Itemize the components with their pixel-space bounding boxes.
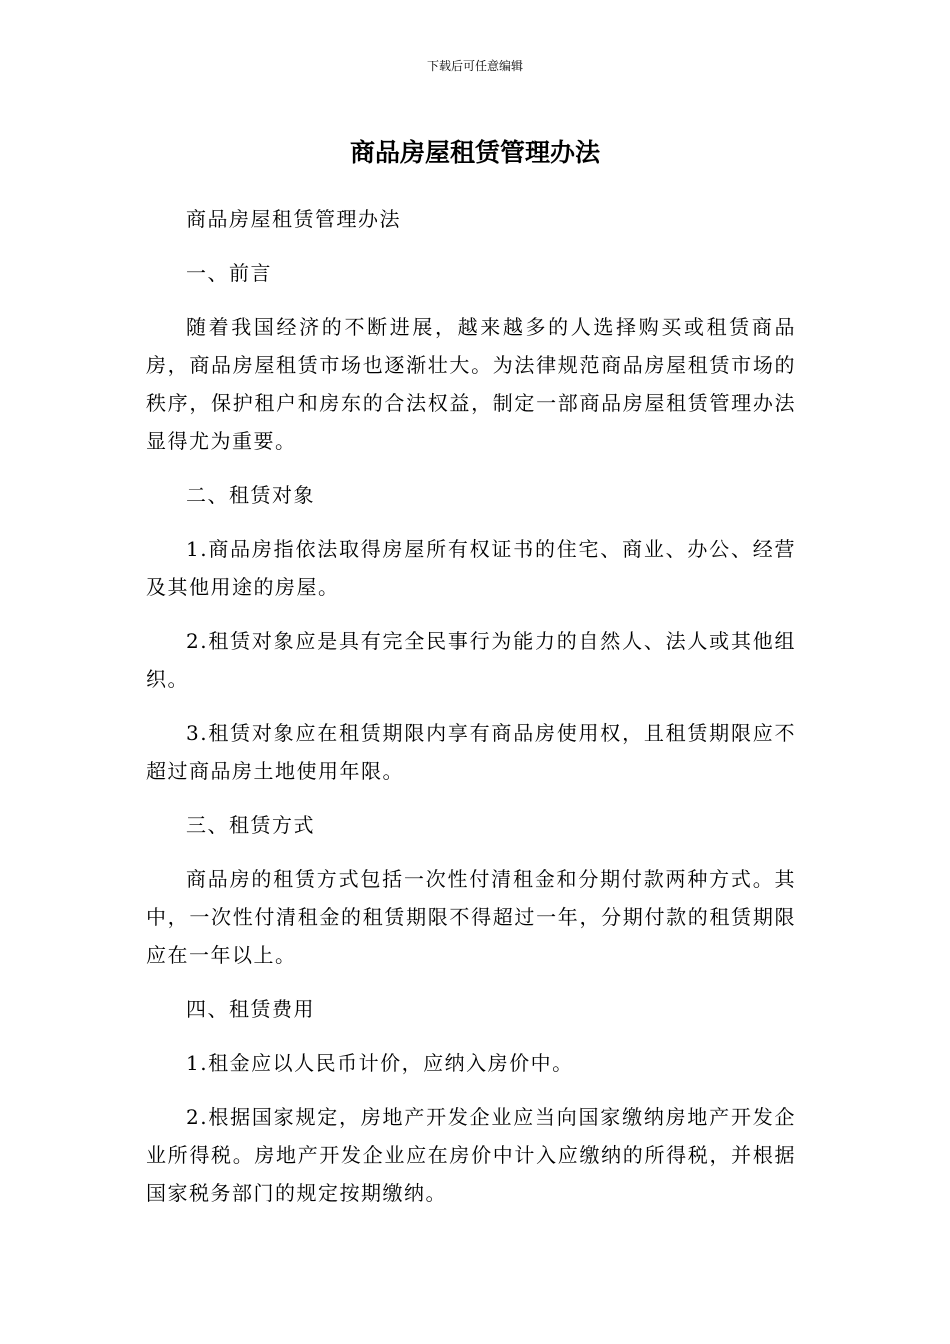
document-body: [146, 200, 796, 1228]
header-note: 下载后可任意编辑: [426, 59, 523, 73]
section-heading-lease-method: 三、租赁方式: [186, 813, 315, 837]
section-heading-lease-object: 二、租赁对象: [186, 483, 315, 507]
paragraph: 1.租金应以人民币计价，应纳入房价中。: [186, 1051, 574, 1075]
paragraph-subtitle: 商品房屋租赁管理办法: [186, 207, 401, 231]
document-title: 商品房屋租赁管理办法: [349, 138, 600, 167]
paragraph: 2.租赁对象应是具有完全民事行为能力的自然人、法人或其他组织。: [146, 629, 796, 691]
section-heading-preface: 一、前言: [186, 261, 272, 285]
section-heading-lease-fees: 四、租赁费用: [186, 997, 315, 1021]
paragraph: 商品房的租赁方式包括一次性付清租金和分期付款两种方式。其中，一次性付清租金的租赁期限不得超过一年，分期付款的租赁期限应在一年以上。: [146, 867, 796, 967]
paragraph: 1.商品房指依法取得房屋所有权证书的住宅、商业、办公、经营及其他用途的房屋。: [146, 537, 796, 599]
paragraph: 随着我国经济的不断进展，越来越多的人选择购买或租赁商品房，商品房屋租赁市场也逐渐壮大。为法律规范商品房屋租赁市场的秩序，保护租户和房东的合法权益，制定一部商品房屋租赁管理办法显得尤为重要。: [146, 315, 796, 453]
paragraph: 3.租赁对象应在租赁期限内享有商品房使用权，且租赁期限应不超过商品房土地使用年限。: [146, 721, 796, 783]
paragraph: 2.根据国家规定，房地产开发企业应当向国家缴纳房地产开发企业所得税。房地产开发企业应在房价中计入应缴纳的所得税，并根据国家税务部门的规定按期缴纳。: [146, 1105, 796, 1205]
